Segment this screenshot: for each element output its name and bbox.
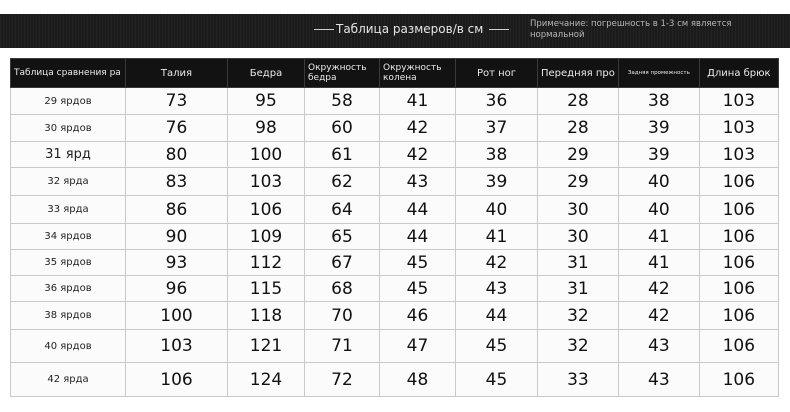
- table-cell: 118: [228, 302, 305, 330]
- table-cell: 106: [699, 363, 778, 397]
- table-cell: 42: [618, 276, 699, 302]
- size-label: 40 ярдов: [11, 330, 126, 363]
- column-header: Передняя про: [538, 59, 619, 88]
- table-cell: 65: [305, 224, 380, 250]
- table-cell: 106: [699, 276, 778, 302]
- table-cell: 60: [305, 115, 380, 142]
- table-cell: 58: [305, 88, 380, 115]
- column-header: Таблица сравнения ра: [11, 59, 126, 88]
- tolerance-note: Примечание: погрешность в 1-3 см является нормальной: [530, 19, 732, 40]
- table-cell: 98: [228, 115, 305, 142]
- column-header: Талия: [126, 59, 228, 88]
- table-cell: 73: [126, 88, 228, 115]
- table-row: [11, 276, 779, 302]
- table-cell: 38: [618, 88, 699, 115]
- title-dash-right: [489, 29, 509, 30]
- table-cell: 109: [228, 224, 305, 250]
- size-label: 36 ярдов: [11, 276, 126, 302]
- table-row: [11, 302, 779, 330]
- table-cell: 106: [699, 250, 778, 276]
- table-cell: 33: [538, 363, 619, 397]
- table-cell: 43: [456, 276, 538, 302]
- table-row: [11, 363, 779, 397]
- table-cell: 124: [228, 363, 305, 397]
- table-cell: 112: [228, 250, 305, 276]
- table-cell: 43: [618, 330, 699, 363]
- column-header: Задняя промежность: [618, 59, 699, 88]
- table-cell: 42: [618, 302, 699, 330]
- table-cell: 28: [538, 88, 619, 115]
- table-cell: 67: [305, 250, 380, 276]
- table-cell: 93: [126, 250, 228, 276]
- table-row: [11, 88, 779, 115]
- table-cell: 45: [456, 330, 538, 363]
- table-cell: 106: [699, 302, 778, 330]
- table-cell: 70: [305, 302, 380, 330]
- table-cell: 29: [538, 142, 619, 168]
- table-cell: 121: [228, 330, 305, 363]
- size-label: 30 ярдов: [11, 115, 126, 142]
- column-header: Бедра: [228, 59, 305, 88]
- table-row: [11, 196, 779, 224]
- table-cell: 106: [228, 196, 305, 224]
- table-cell: 103: [699, 88, 778, 115]
- table-cell: 32: [538, 330, 619, 363]
- table-cell: 38: [456, 142, 538, 168]
- table-cell: 39: [456, 168, 538, 196]
- size-label: 34 ярдов: [11, 224, 126, 250]
- page-title: [312, 22, 512, 36]
- table-cell: 106: [699, 168, 778, 196]
- table-cell: 86: [126, 196, 228, 224]
- table-cell: 62: [305, 168, 380, 196]
- table-cell: 106: [699, 224, 778, 250]
- table-cell: 45: [380, 276, 456, 302]
- table-cell: 103: [126, 330, 228, 363]
- header-banner: [0, 14, 790, 48]
- table-cell: 41: [456, 224, 538, 250]
- table-cell: 40: [618, 196, 699, 224]
- table-cell: 41: [380, 88, 456, 115]
- table-cell: 72: [305, 363, 380, 397]
- table-cell: 47: [380, 330, 456, 363]
- table-cell: 48: [380, 363, 456, 397]
- table-cell: 36: [456, 88, 538, 115]
- table-cell: 39: [618, 115, 699, 142]
- table-cell: 42: [456, 250, 538, 276]
- table-cell: 106: [699, 196, 778, 224]
- size-label: 29 ярдов: [11, 88, 126, 115]
- table-cell: 30: [538, 196, 619, 224]
- table-cell: 106: [699, 330, 778, 363]
- table-cell: 103: [699, 142, 778, 168]
- table-cell: 42: [380, 115, 456, 142]
- table-cell: 45: [456, 363, 538, 397]
- table-cell: 80: [126, 142, 228, 168]
- table-cell: 103: [228, 168, 305, 196]
- table-cell: 41: [618, 224, 699, 250]
- table-row: [11, 168, 779, 196]
- column-header: Окружность колена: [380, 59, 456, 88]
- table-cell: 40: [618, 168, 699, 196]
- table-cell: 43: [618, 363, 699, 397]
- table-cell: 68: [305, 276, 380, 302]
- table-cell: 46: [380, 302, 456, 330]
- size-label: 33 ярда: [11, 196, 126, 224]
- table-cell: 96: [126, 276, 228, 302]
- table-cell: 115: [228, 276, 305, 302]
- table-cell: 41: [618, 250, 699, 276]
- table-cell: 71: [305, 330, 380, 363]
- size-label: 32 ярда: [11, 168, 126, 196]
- size-label: 31 ярд: [11, 142, 126, 168]
- column-header: Окружность бедра: [305, 59, 380, 88]
- table-cell: 64: [305, 196, 380, 224]
- table-cell: 44: [380, 196, 456, 224]
- header-row: [11, 59, 779, 88]
- table-cell: 61: [305, 142, 380, 168]
- table-cell: 45: [380, 250, 456, 276]
- table-row: [11, 115, 779, 142]
- table-cell: 42: [380, 142, 456, 168]
- size-label: 42 ярда: [11, 363, 126, 397]
- table-cell: 37: [456, 115, 538, 142]
- table-cell: 39: [618, 142, 699, 168]
- table-cell: 44: [380, 224, 456, 250]
- table-cell: 106: [126, 363, 228, 397]
- size-chart-table: [10, 58, 779, 397]
- table-cell: 31: [538, 276, 619, 302]
- column-header: Длина брюк: [699, 59, 778, 88]
- title-dash-left: [314, 29, 334, 30]
- table-cell: 28: [538, 115, 619, 142]
- table-row: [11, 330, 779, 363]
- table-cell: 30: [538, 224, 619, 250]
- table-row: [11, 250, 779, 276]
- table-cell: 100: [228, 142, 305, 168]
- table-cell: 100: [126, 302, 228, 330]
- table-cell: 90: [126, 224, 228, 250]
- table-cell: 83: [126, 168, 228, 196]
- table-cell: 43: [380, 168, 456, 196]
- table-cell: 103: [699, 115, 778, 142]
- size-label: 38 ярдов: [11, 302, 126, 330]
- column-header: Рот ног: [456, 59, 538, 88]
- table-cell: 32: [538, 302, 619, 330]
- table-cell: 76: [126, 115, 228, 142]
- title-text: Таблица размеров/в см: [336, 22, 484, 36]
- table-cell: 44: [456, 302, 538, 330]
- table-cell: 31: [538, 250, 619, 276]
- table-cell: 29: [538, 168, 619, 196]
- table-cell: 95: [228, 88, 305, 115]
- table-row: [11, 224, 779, 250]
- table-cell: 40: [456, 196, 538, 224]
- size-label: 35 ярдов: [11, 250, 126, 276]
- table-row: [11, 142, 779, 168]
